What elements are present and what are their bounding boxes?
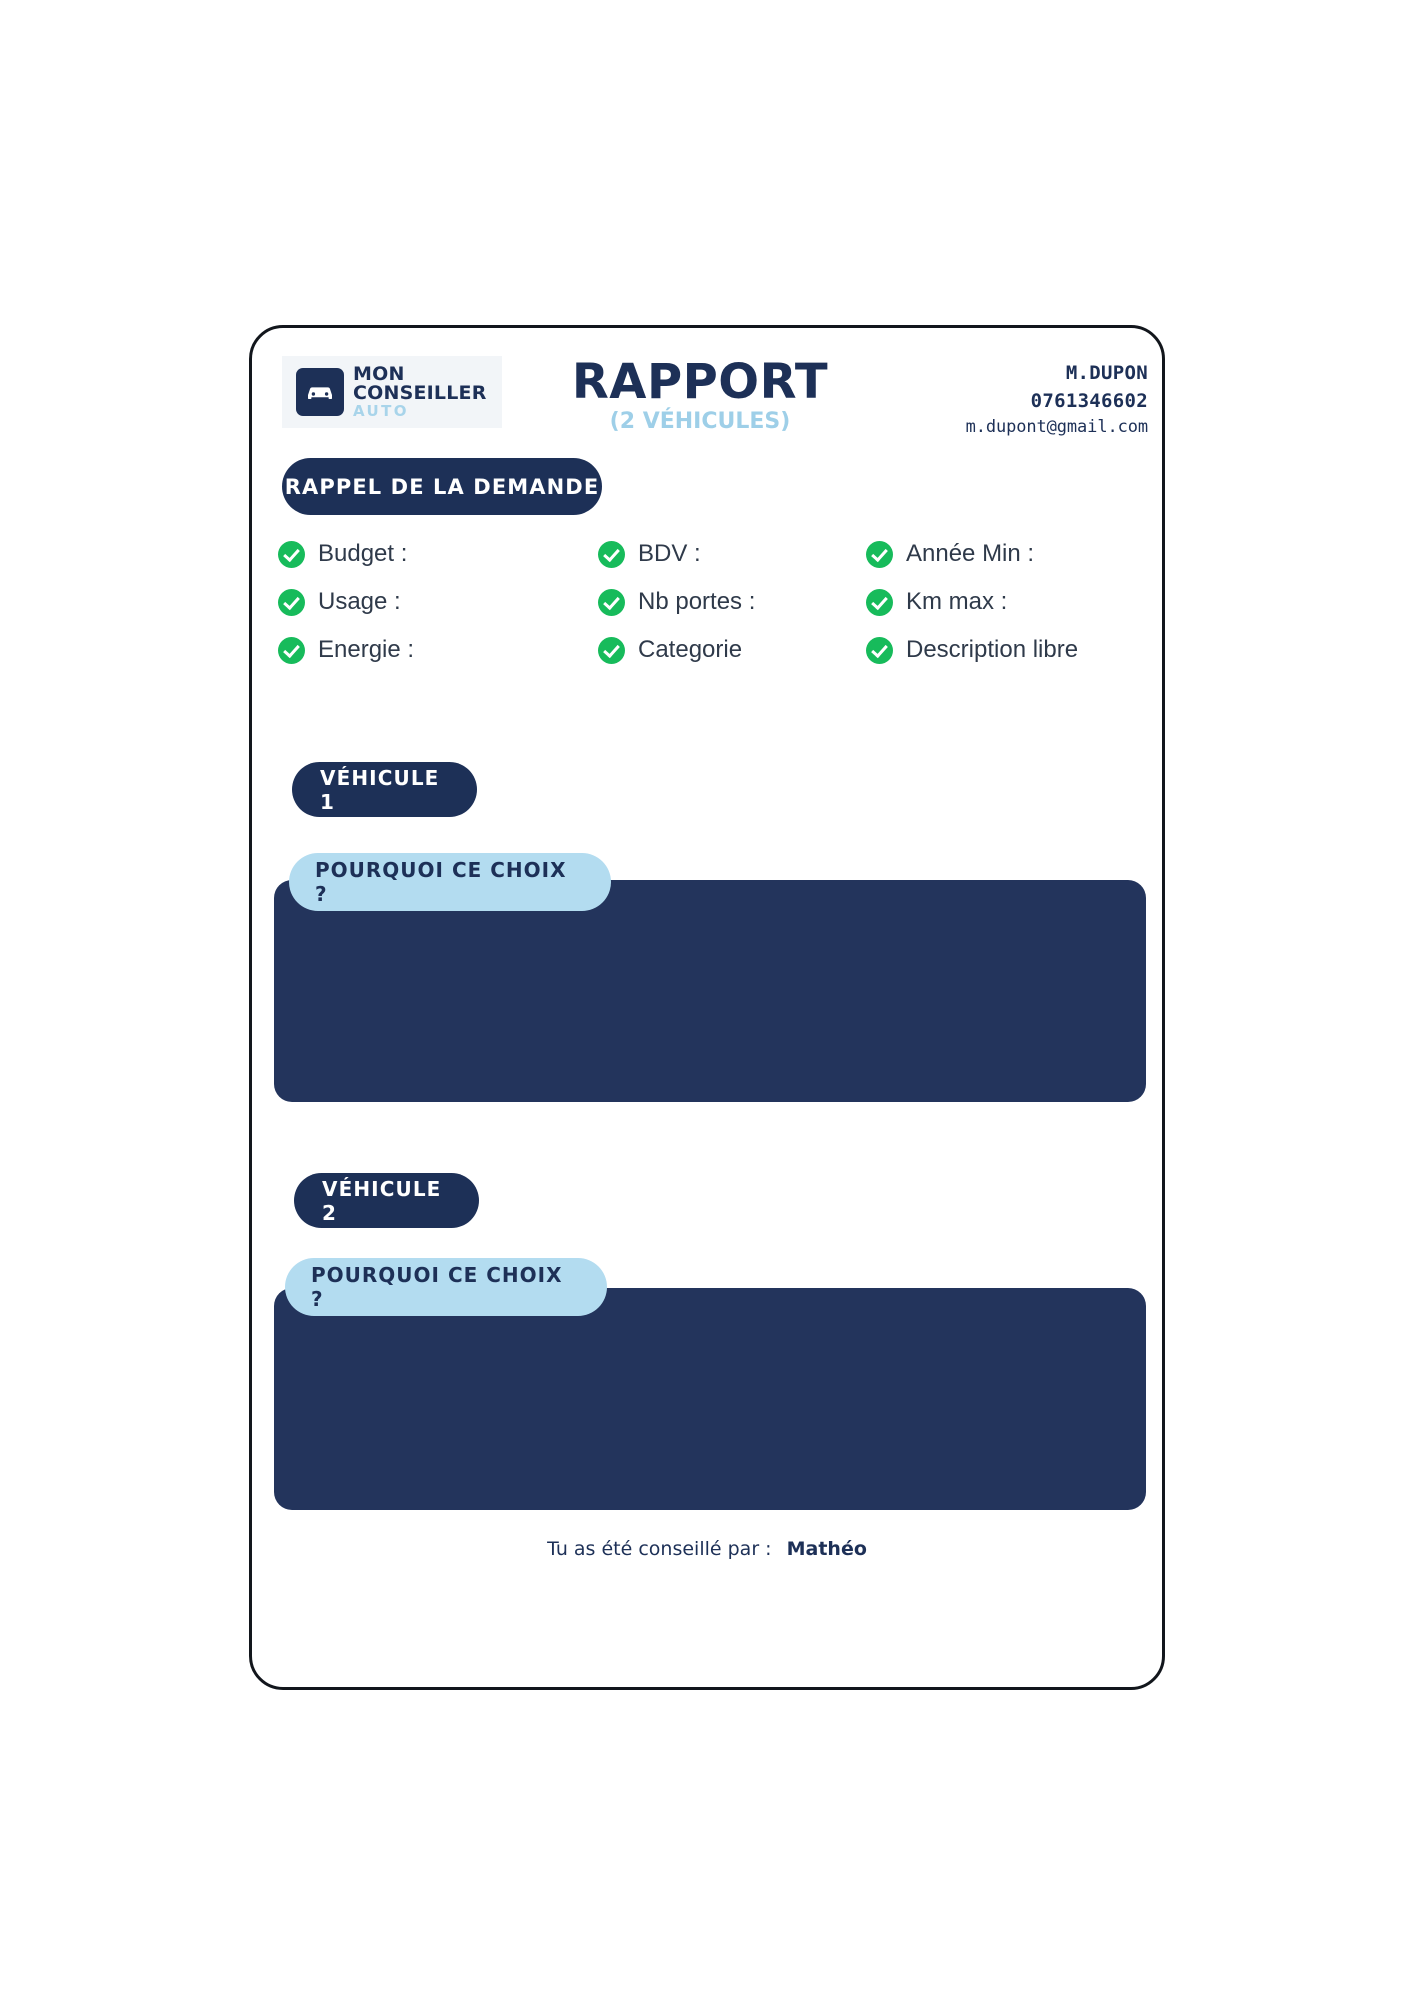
criteria-item-description-libre [866, 636, 1138, 664]
check-icon [866, 541, 893, 568]
criteria-item-annee-min [866, 540, 1138, 568]
section-heading-vehicle-2: VÉHICULE 2 [294, 1173, 479, 1228]
page-subtitle: (2 VÉHICULES) [609, 408, 791, 434]
criteria-label: Budget : [318, 540, 408, 567]
criteria-item-bdv [598, 540, 866, 568]
check-icon [866, 589, 893, 616]
criteria-item-energie [278, 636, 598, 664]
criteria-label: Usage : [318, 588, 401, 615]
footer-text: Tu as été conseillé par : [547, 1538, 772, 1560]
client-email: m.dupont@gmail.com [965, 417, 1148, 438]
section-heading-vehicle-1: VÉHICULE 1 [292, 762, 477, 817]
criteria-item-nb-portes [598, 588, 866, 616]
answer-box-vehicle-2[interactable] [274, 1288, 1146, 1510]
criteria-item-categorie [598, 636, 866, 664]
logo-line-2: CONSEILLER [353, 382, 487, 405]
section-heading-request: RAPPEL DE LA DEMANDE [282, 458, 602, 515]
logo-line-3: AUTO [353, 401, 409, 420]
criteria-label: BDV : [638, 540, 701, 567]
check-icon [866, 637, 893, 664]
label-why-choice-2: POURQUOI CE CHOIX ? [285, 1258, 607, 1316]
report-card [249, 325, 1165, 1690]
car-icon [296, 368, 344, 416]
criteria-item-km-max [866, 588, 1138, 616]
client-contact [966, 360, 1148, 440]
criteria-label: Année Min : [906, 540, 1035, 567]
page-title: RAPPORT [571, 354, 829, 410]
check-icon [278, 589, 305, 616]
criteria-label: Km max : [906, 588, 1008, 615]
criteria-item-budget [278, 540, 598, 568]
check-icon [598, 541, 625, 568]
criteria-item-usage [278, 588, 598, 616]
criteria-label: Nb portes : [638, 588, 756, 615]
brand-logo [282, 356, 502, 428]
label-why-choice-1: POURQUOI CE CHOIX ? [289, 853, 611, 911]
client-phone: 0761346602 [1030, 389, 1148, 412]
check-icon [598, 637, 625, 664]
answer-box-vehicle-1[interactable] [274, 880, 1146, 1102]
check-icon [278, 541, 305, 568]
check-icon [598, 589, 625, 616]
logo-line-1: MON [353, 362, 405, 385]
criteria-label: Description libre [906, 636, 1079, 663]
client-name: M.DUPON [1065, 362, 1148, 384]
footer [252, 1538, 1162, 1560]
brand-logo-text [353, 362, 487, 420]
page-title-block [490, 354, 910, 434]
criteria-label: Categorie [638, 636, 743, 663]
criteria-label: Energie : [318, 636, 415, 663]
footer-adviser-name: Mathéo [786, 1538, 867, 1560]
check-icon [278, 637, 305, 664]
criteria-grid [278, 540, 1138, 664]
